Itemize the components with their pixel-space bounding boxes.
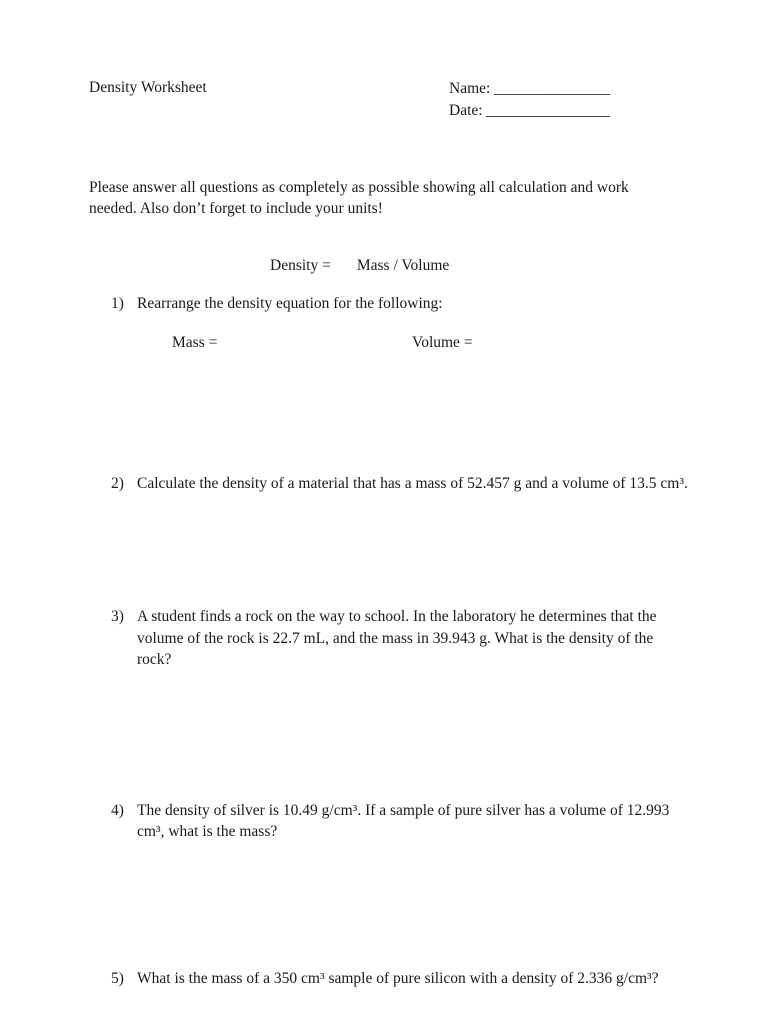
question-text: Calculate the density of a material that has a mass of 52.457 g and a volume of 13.5 cm³. [137, 474, 688, 492]
name-blank-line[interactable]: ________________ [490, 80, 610, 97]
density-formula [89, 255, 689, 276]
question-number: 3) [111, 608, 124, 625]
question-number: 5) [111, 969, 124, 987]
question-1-answer-row [89, 332, 689, 353]
question-text: The density of silver is 10.49 g/cm³. If a sample of pure silver has a volume of 12.993 cm³, what is the mass? [137, 801, 670, 840]
worksheet-header [89, 78, 689, 122]
name-field-row [449, 78, 689, 100]
date-field-row [449, 100, 689, 122]
volume-equation-prompt: Volume = [412, 333, 473, 351]
date-label: Date: [449, 102, 483, 119]
question-item [89, 968, 689, 990]
worksheet-content [89, 78, 689, 989]
question-number: 2) [111, 474, 124, 492]
question-item [89, 293, 689, 315]
question-text: A student finds a rock on the way to school. In the laboratory he determines that the volume of the rock is 22.7 mL, and the mass in 39.943 g. What is the density of the rock? [137, 608, 657, 668]
page-title: Density Worksheet [89, 79, 207, 96]
date-blank-line[interactable]: _________________ [482, 102, 610, 119]
name-label: Name: [449, 80, 491, 97]
question-item [89, 606, 689, 671]
formula-left-side: Density = [270, 257, 331, 274]
mass-equation-prompt: Mass = [172, 333, 218, 351]
question-item [89, 800, 689, 843]
question-item [89, 473, 689, 495]
question-list [89, 293, 689, 989]
question-text: Rearrange the density equation for the following: [137, 295, 443, 312]
question-text: What is the mass of a 350 cm³ sample of pure silicon with a density of 2.336 g/cm³? [137, 969, 659, 987]
name-date-block [449, 78, 689, 122]
instructions-paragraph: Please answer all questions as completely as possible showing all calculation and work needed. Also don’t forget to include your units! [89, 179, 629, 217]
question-number: 4) [111, 801, 124, 819]
formula-right-side: Mass / Volume [356, 257, 450, 274]
question-number: 1) [111, 295, 124, 312]
